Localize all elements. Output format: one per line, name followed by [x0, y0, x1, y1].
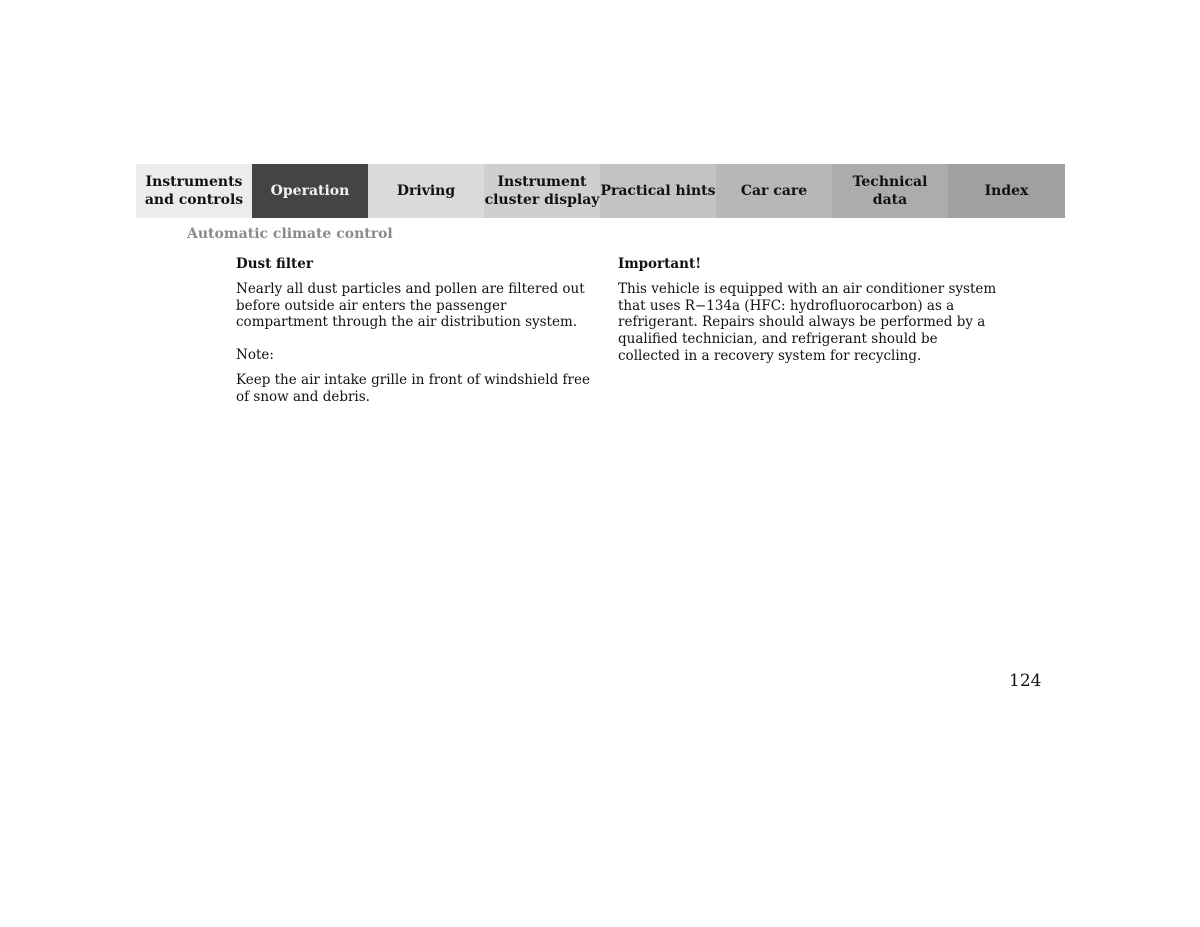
tab-driving[interactable]: Driving	[368, 164, 484, 218]
tab-practical-hints[interactable]: Practical hints	[600, 164, 716, 218]
tab-car-care[interactable]: Car care	[716, 164, 832, 218]
tab-operation[interactable]: Operation	[252, 164, 368, 218]
important-heading: Important!	[618, 256, 702, 272]
dust-filter-heading: Dust filter	[236, 256, 313, 272]
tab-technical-data[interactable]: Technical data	[832, 164, 948, 218]
note-label: Note:	[236, 347, 274, 364]
important-column	[618, 256, 998, 381]
tab-instrument-cluster-display[interactable]: Instrument cluster display	[484, 164, 600, 218]
dust-filter-column	[236, 256, 596, 422]
important-paragraph: This vehicle is equipped with an air conditioner system that uses R−134a (HFC: hydrofluorocarbon) as a refrigerant. Repairs should always be performed by a qualified technician, and refrigerant should be collected in a recovery system for recycling.	[618, 280, 997, 364]
tab-index[interactable]: Index	[948, 164, 1065, 218]
dust-filter-paragraph: Nearly all dust particles and pollen are filtered out before outside air enters the passenger compartment through the air distribution system.	[236, 280, 585, 331]
section-title: Automatic climate control	[187, 226, 393, 242]
page-number: 124	[1009, 671, 1042, 691]
tab-instruments-and-controls[interactable]: Instruments and controls	[136, 164, 252, 218]
note-text: Keep the air intake grille in front of windshield free of snow and debris.	[236, 371, 590, 405]
section-tab-bar	[136, 164, 1065, 218]
